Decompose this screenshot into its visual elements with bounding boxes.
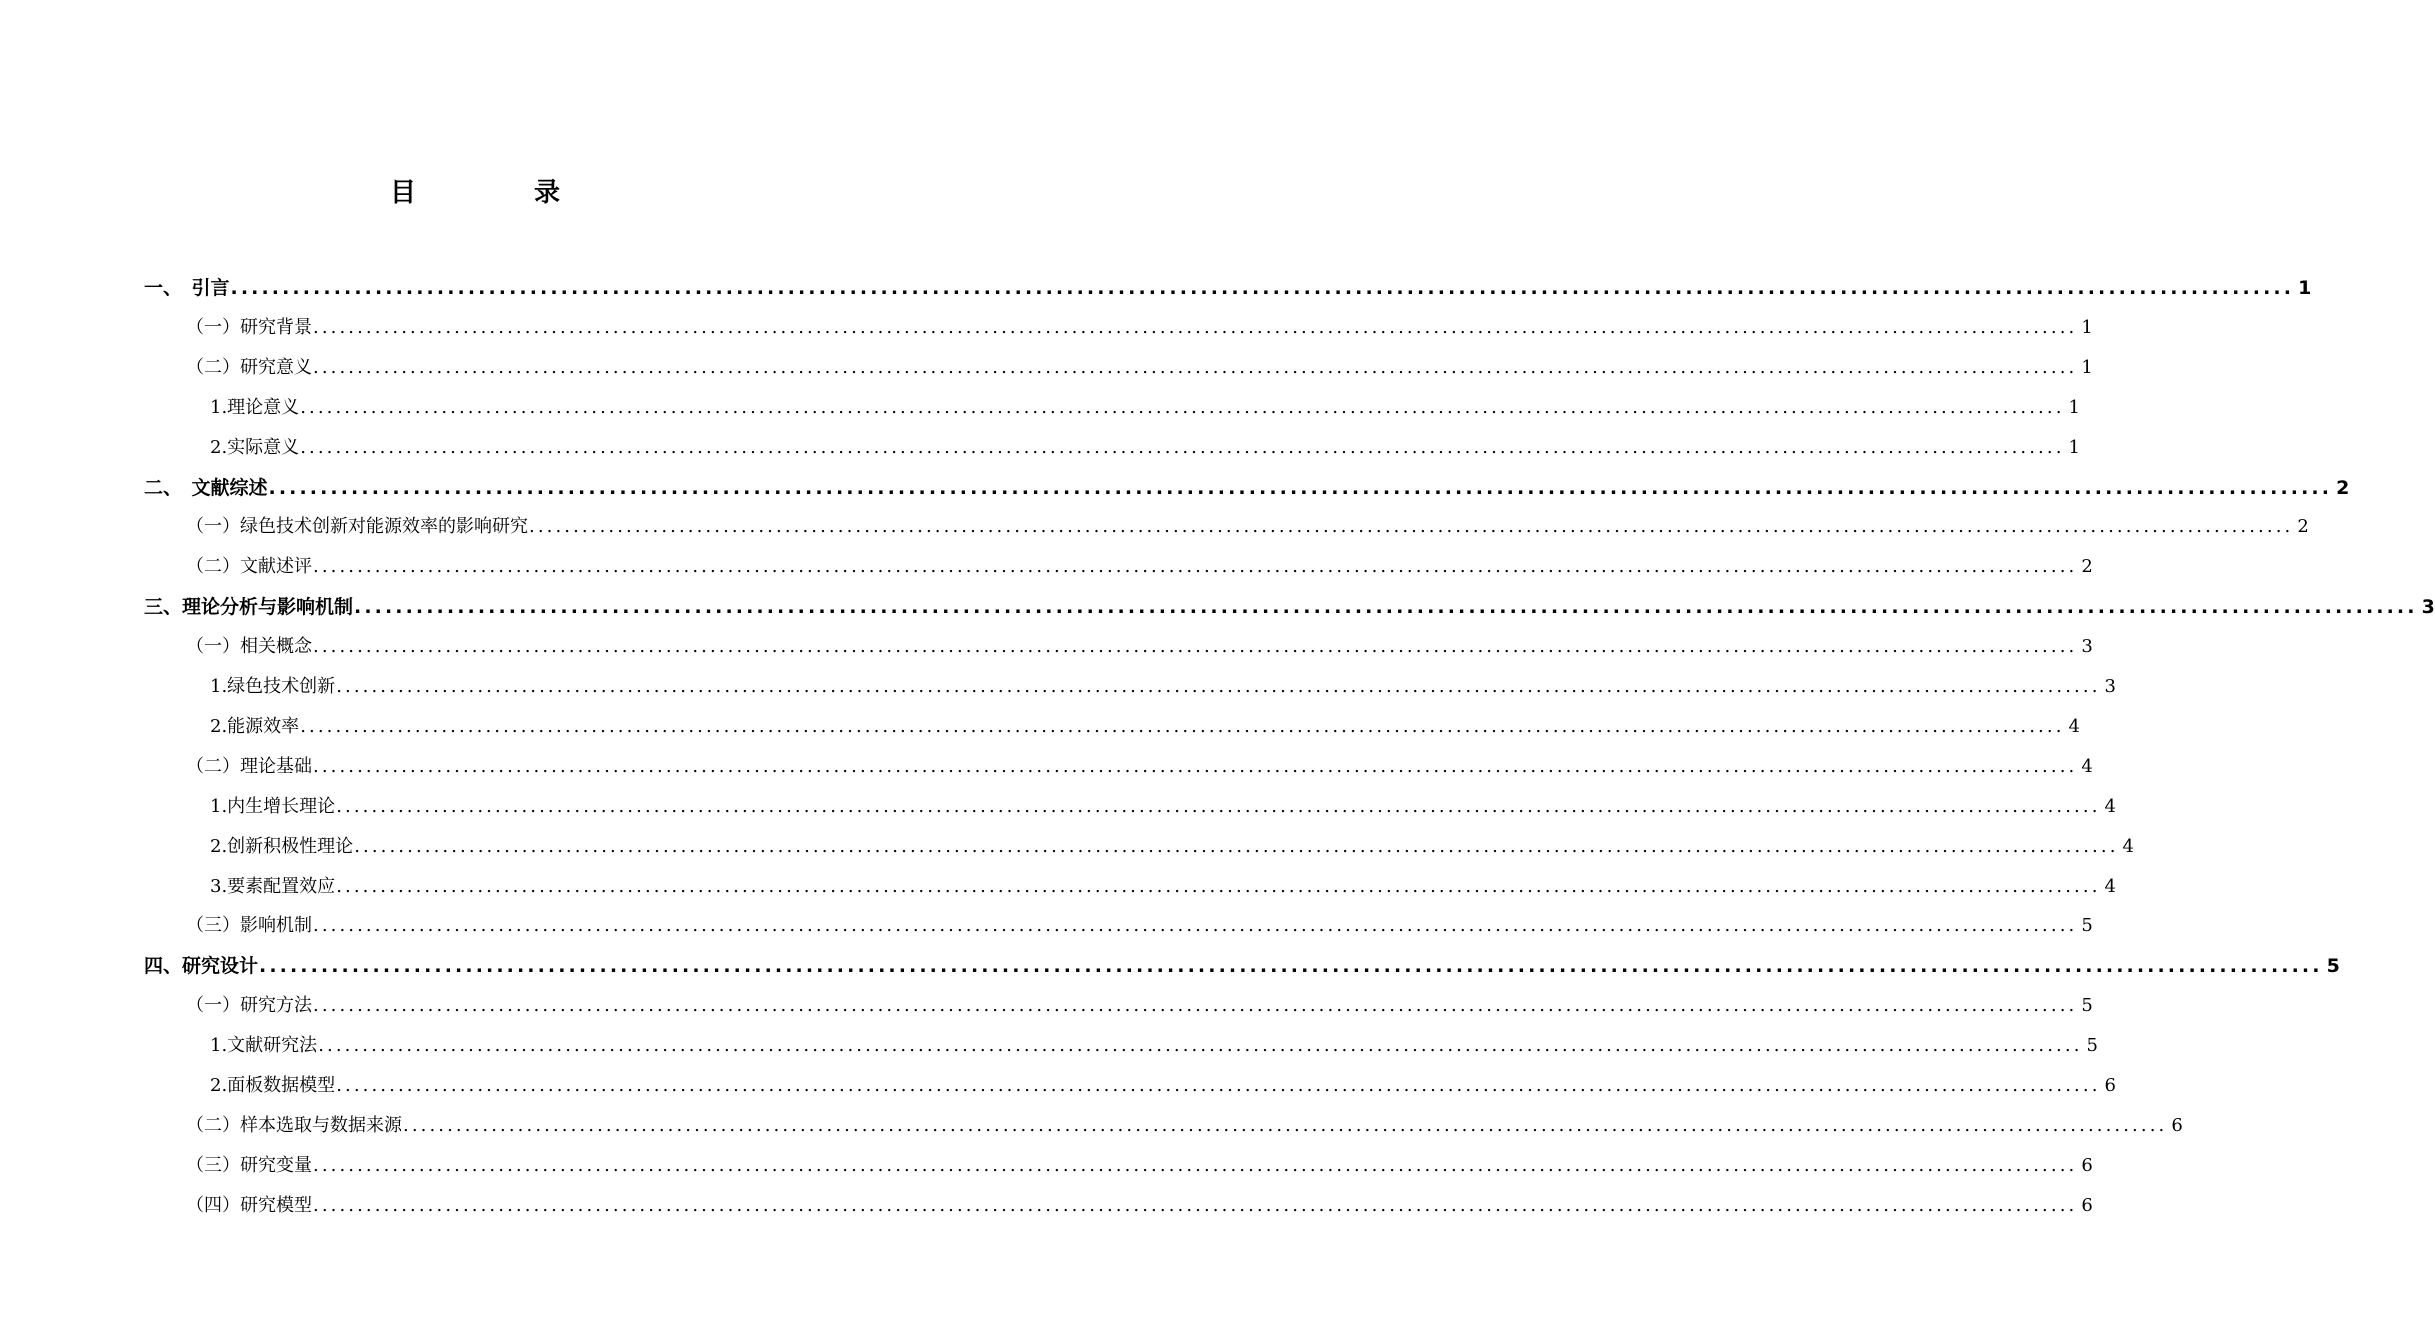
toc-page-number: 4 (2081, 755, 2093, 777)
toc-dot-leader: ........................................................................................................................................................................................................ (313, 636, 2078, 658)
toc-entry[interactable] (210, 667, 2116, 707)
toc-page-number: 4 (2104, 795, 2116, 817)
toc-entry[interactable] (186, 507, 2309, 547)
toc-entry[interactable] (186, 547, 2093, 587)
toc-page-number: 2 (2336, 476, 2350, 499)
toc-dot-leader: ........................................................................................................................................................................................................ (313, 556, 2078, 578)
toc-entry[interactable] (210, 1026, 2098, 1066)
toc-entry-label: （二）研究意义 (186, 356, 312, 378)
toc-entry[interactable] (186, 906, 2093, 946)
toc-page-number: 5 (2081, 915, 2093, 937)
toc-entry-label: 2.实际意义 (210, 436, 300, 458)
toc-entry-label: 3.要素配置效应 (210, 875, 336, 897)
toc-dot-leader: ........................................................................................................................................................................................................ (230, 277, 2295, 299)
toc-entry[interactable] (186, 1106, 2183, 1146)
toc-page-number: 6 (2081, 1154, 2093, 1176)
toc-entry[interactable] (186, 627, 2093, 667)
toc-entry-label: （一）研究方法 (186, 995, 312, 1017)
toc-page-number: 2 (2297, 516, 2309, 538)
toc-entry[interactable] (144, 468, 2350, 508)
toc-page-number: 1 (2081, 356, 2093, 378)
toc-entry[interactable] (210, 428, 2080, 468)
toc-dot-leader: ........................................................................................................................................................................................................ (313, 356, 2078, 378)
toc-dot-leader: ........................................................................................................................................................................................................ (259, 955, 2323, 978)
toc-dot-leader: ........................................................................................................................................................................................................ (529, 516, 2294, 538)
toc-dot-leader: ........................................................................................................................................................................................................ (313, 995, 2078, 1017)
toc-page-number: 4 (2104, 875, 2116, 897)
toc-entry-label: （三）影响机制 (186, 915, 312, 937)
toc-page-number: 1 (2298, 277, 2312, 299)
toc-dot-leader: ........................................................................................................................................................................................................ (313, 1154, 2078, 1176)
page-title: 目 录 (389, 178, 606, 208)
toc-entry-label: （三）研究变量 (186, 1154, 312, 1176)
toc-page-number: 2 (2081, 556, 2093, 578)
toc-dot-leader: ........................................................................................................................................................................................................ (300, 436, 2065, 458)
toc-entry[interactable] (144, 268, 2312, 308)
toc-entry-label: 2.面板数据模型 (210, 1075, 336, 1096)
toc-entry-label: 一、 引言 (144, 277, 230, 299)
toc-page-number: 5 (2081, 995, 2093, 1017)
toc-entry[interactable] (144, 946, 2340, 986)
toc-entry-label: （一）绿色技术创新对能源效率的影响研究 (186, 516, 528, 538)
toc-page-number: 1 (2068, 396, 2080, 418)
toc-page-number: 3 (2104, 676, 2116, 697)
toc-entry[interactable] (210, 388, 2080, 428)
toc-entry-label: 1.文献研究法 (210, 1035, 318, 1057)
toc-entry[interactable] (210, 707, 2080, 747)
toc-entry-label: （二）理论基础 (186, 755, 312, 777)
toc-dot-leader: ........................................................................................................................................................................................................ (313, 755, 2078, 777)
toc-page-number: 5 (2326, 955, 2340, 978)
toc-page-number: 1 (2068, 436, 2080, 458)
toc-entry-label: 四、研究设计 (144, 955, 259, 978)
toc-dot-leader: ........................................................................................................................................................................................................ (318, 1035, 2083, 1057)
toc-page-number: 3 (2421, 596, 2435, 619)
toc-page-number: 4 (2068, 715, 2080, 737)
toc-page-number: 6 (2171, 1114, 2183, 1136)
toc-entry-label: 1.理论意义 (210, 396, 300, 418)
toc-dot-leader: ........................................................................................................................................................................................................ (300, 715, 2065, 737)
toc-entry[interactable] (210, 787, 2116, 827)
toc-dot-leader: ........................................................................................................................................................................................................ (336, 795, 2101, 817)
toc-entry-label: 二、 文献综述 (144, 476, 268, 499)
toc-page-number: 6 (2081, 1194, 2093, 1216)
toc-dot-leader: ........................................................................................................................................................................................................ (313, 316, 2078, 338)
toc-entry[interactable] (186, 986, 2093, 1026)
toc-dot-leader: ........................................................................................................................................................................................................ (354, 596, 2418, 619)
toc-dot-leader: ........................................................................................................................................................................................................ (336, 1075, 2101, 1096)
toc-entry[interactable] (186, 1186, 2093, 1226)
toc-entry[interactable] (186, 747, 2093, 787)
toc-entry-label: （四）研究模型 (186, 1194, 312, 1216)
toc-entry[interactable] (210, 867, 2116, 907)
toc-dot-leader: ........................................................................................................................................................................................................ (336, 875, 2101, 897)
toc-page-number: 5 (2086, 1035, 2098, 1057)
toc-entry[interactable] (144, 587, 2435, 627)
toc-entry-label: 1.内生增长理论 (210, 795, 336, 817)
toc-page-number: 1 (2081, 316, 2093, 338)
toc-page-number: 4 (2122, 835, 2134, 857)
toc-entry-label: 2.能源效率 (210, 715, 300, 737)
toc-entry-label: （一）研究背景 (186, 316, 312, 338)
toc-entry-label: （二）样本选取与数据来源 (186, 1114, 402, 1136)
toc-dot-leader: ........................................................................................................................................................................................................ (268, 476, 2333, 499)
toc-entry-label: 三、理论分析与影响机制 (144, 596, 354, 619)
toc-dot-leader: ........................................................................................................................................................................................................ (313, 1194, 2078, 1216)
toc-dot-leader: ........................................................................................................................................................................................................ (336, 676, 2101, 697)
toc-dot-leader: ........................................................................................................................................................................................................ (300, 396, 2065, 418)
toc-entry-label: 1.绿色技术创新 (210, 676, 336, 697)
toc-entry[interactable] (210, 827, 2134, 867)
toc-dot-leader: ........................................................................................................................................................................................................ (403, 1114, 2168, 1136)
toc-page-number: 3 (2081, 636, 2093, 658)
toc-entry[interactable] (186, 308, 2093, 348)
toc-entry[interactable] (186, 1146, 2093, 1186)
toc-dot-leader: ........................................................................................................................................................................................................ (354, 835, 2119, 857)
toc-entry-label: （一）相关概念 (186, 636, 312, 658)
toc-dot-leader: ........................................................................................................................................................................................................ (313, 915, 2078, 937)
toc-entry-label: 2.创新积极性理论 (210, 835, 354, 857)
toc-entry-label: （二）文献述评 (186, 556, 312, 578)
toc-entry[interactable] (210, 1066, 2116, 1106)
toc-entry[interactable] (186, 348, 2093, 388)
toc-page-number: 6 (2104, 1075, 2116, 1096)
